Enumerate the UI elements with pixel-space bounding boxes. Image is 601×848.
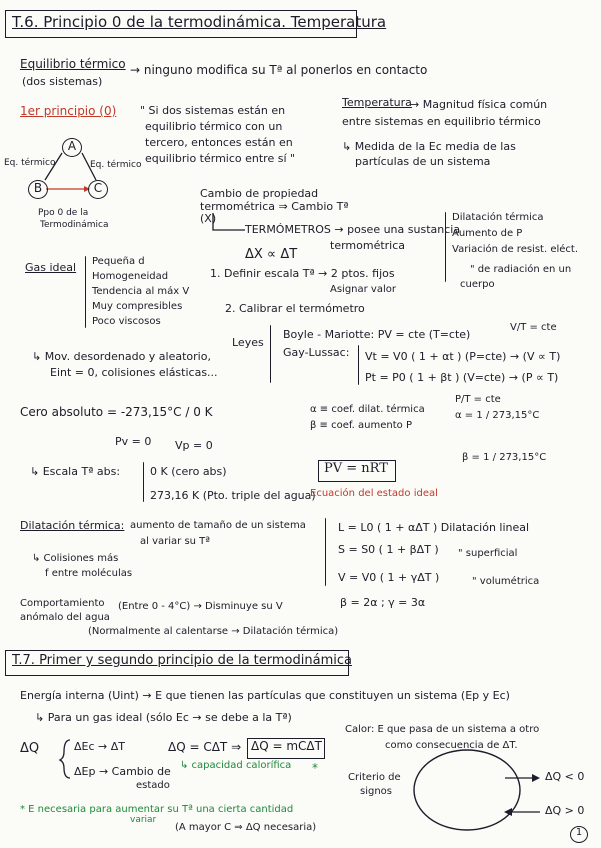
dilatacion-def-1: aumento de tamaño de un sistema [130,520,306,531]
delta-q-neg: ΔQ < 0 [545,770,585,783]
pv-nrt: PV = nRT [324,461,388,476]
temperatura-label: Temperatura [342,96,412,109]
star-mark: * [312,761,318,775]
dilatacion-label: Dilatación térmica: [20,519,125,532]
calor-2: como consecuencia de ΔT. [385,740,518,751]
movimiento-2: Eint = 0, colisiones elásticas... [50,366,218,379]
t7-title: T.7. Primer y segundo principio de la termodinámica [12,653,352,668]
equilibrio-text: → ninguno modifica su Tª al ponerlos en contacto [130,63,428,77]
movimiento-1: ↳ Mov. desordenado y aleatorio, [32,350,211,363]
delta-q-pos: ΔQ > 0 [545,804,585,817]
page-number: 1 [570,826,588,843]
gas-ideal-ec: ↳ Para un gas ideal (sólo Ec → se debe a la Tª) [35,711,292,724]
superficial: " superficial [458,548,518,559]
dilatacion-3: Variación de resist. eléct. [452,244,579,255]
temperatura-def-2: entre sistemas en equilibrio térmico [342,115,541,128]
ecuacion-estado: Ecuación del estado ideal [310,488,438,499]
equilibrio-label: Equilibrio térmico [20,57,126,71]
escala-273: 273,16 K (Pto. triple del agua) [150,489,316,502]
temperatura-medida-1: ↳ Medida de la Ec media de las [342,140,516,153]
system-circle [414,750,520,830]
lineal: L = L0 ( 1 + αΔT ) Dilatación lineal [338,521,530,534]
node-a: A [62,138,82,157]
estado: estado [136,780,170,791]
arrow-out-head [532,774,540,782]
gas-prop-5: Poco viscosos [92,316,161,327]
dilat-laws-brace [325,518,326,586]
dilatacion-def-2: al variar su Tª [140,536,210,547]
cambio-line-1: Cambio de propiedad [200,187,319,200]
eq-termico-left: Eq. térmico [4,158,56,168]
entre-0-4: (Entre 0 - 4°C) → Disminuye su V [118,601,283,612]
variar: variar [130,815,157,825]
primer-principio: 1er principio (0) [20,104,117,118]
beta-gamma: β = 2α ; γ = 3α [340,596,426,609]
escala-brace [143,462,144,502]
dilatacion-2: Aumento de P [452,228,523,239]
leyes-brace [270,325,271,383]
v-over-t: V/T = cte [510,322,557,333]
dilatacion-4: " de radiación en un [470,264,572,275]
ppo-line-2: Termodinámica [40,220,109,230]
node-b: B [28,180,48,199]
normalmente: (Normalmente al calentarse → Dilatación térmica) [88,626,339,637]
cambio-line-3: (X) [200,212,217,225]
dos-sistemas: (dos sistemas) [22,75,103,88]
colisiones-2: f entre moléculas [45,568,133,579]
necesaria-1: * E necesaria para aumentar su Tª una cierta cantidad [20,804,294,815]
gas-prop-4: Muy compresibles [92,301,183,312]
node-c: C [88,180,108,199]
vp-zero: Vp = 0 [175,439,213,452]
comportamiento-1: Comportamiento [20,598,105,609]
t6-title: T.6. Principio 0 de la termodinámica. Temperatura [12,13,387,31]
superficial-eq: S = S0 ( 1 + βΔT ) [338,543,439,556]
ppo-line-1: Ppo 0 de la [38,208,89,218]
delta-ep: ΔEp → Cambio de [74,765,171,778]
escala-abs: ↳ Escala Tª abs: [30,465,121,478]
alpha-def: α ≡ coef. dilat. térmica [310,404,425,415]
capacidad-calorifica: ↳ capacidad calorífica [180,760,292,771]
delta-ec: ΔEc → ΔT [74,740,125,753]
termometros: TERMÓMETROS → posee una sustancia [245,223,461,236]
vt-equation: Vt = V0 ( 1 + αt ) (P=cte) → (V ∝ T) [365,350,561,363]
beta-val: β = 1 / 273,15°C [462,452,547,463]
temperatura-def-1: → Magnitud física común [410,98,548,111]
criterio-1: Criterio de [348,772,401,783]
alpha-val: α = 1 / 273,15°C [455,410,540,421]
quote-line-2: equilibrio térmico con un [145,120,283,133]
termometrica: termométrica [330,239,406,252]
dilat-brace [445,212,446,282]
boyle-law: Boyle - Mariotte: PV = cte (T=cte) [283,328,471,341]
escala-0k: 0 K (cero abs) [150,465,227,478]
cero-absoluto: Cero absoluto = -273,15°C / 0 K [20,405,213,419]
dq-brace [60,740,70,778]
dilatacion-5: cuerpo [460,279,495,290]
eq-termico-right: Eq. térmico [90,160,142,170]
termometro-arrow [213,213,245,230]
step-1: 1. Definir escala Tª → 2 ptos. fijos [210,267,395,280]
pt-equation: Pt = P0 ( 1 + βt ) (V=cte) → (P ∝ T) [365,371,559,384]
gas-ideal-brace [85,256,86,328]
delta-q: ΔQ [20,741,40,756]
gay-brace [358,345,359,385]
energia-interna: Energía interna (Uint) → E que tienen las partículas que constituyen un sistema (Ep y Ec) [20,689,510,702]
pv-zero: Pv = 0 [115,435,152,448]
delta-q-mc: ΔQ = mCΔT [251,739,322,753]
step-1-sub: Asignar valor [330,284,396,295]
delta-x-prop: ΔX ∝ ΔT [245,247,298,262]
necesaria-2: (A mayor C ⇒ ΔQ necesaria) [175,822,317,833]
quote-line-3: tercero, entonces están en [145,136,293,149]
quote-line-4: equilibrio térmico entre sí " [145,152,296,165]
gas-prop-3: Tendencia al máx V [92,286,190,297]
cambio-line-2: termométrica ⇒ Cambio Tª [200,200,349,213]
colisiones-1: ↳ Colisiones más [32,553,119,564]
gas-ideal-label: Gas ideal [25,261,77,274]
calor-1: Calor: E que pasa de un sistema a otro [345,724,540,735]
temperatura-medida-2: partículas de un sistema [355,155,491,168]
leyes-label: Leyes [232,336,264,349]
criterio-2: signos [360,786,393,797]
step-2: 2. Calibrar el termómetro [225,302,365,315]
dilatacion-1: Dilatación térmica [452,212,544,223]
p-over-t: P/T = cte [455,394,501,405]
quote-line-1: " Si dos sistemas están en [140,104,286,117]
gas-prop-2: Homogeneidad [92,271,169,282]
gas-prop-1: Pequeña d [92,256,145,267]
beta-def: β ≡ coef. aumento P [310,420,412,431]
gay-lussac-label: Gay-Lussac: [283,346,350,359]
comportamiento-2: anómalo del agua [20,612,110,623]
delta-q-c: ΔQ = CΔT ⇒ [168,740,242,754]
volumetrica: " volumétrica [472,576,540,587]
volumetrica-eq: V = V0 ( 1 + γΔT ) [338,571,440,584]
